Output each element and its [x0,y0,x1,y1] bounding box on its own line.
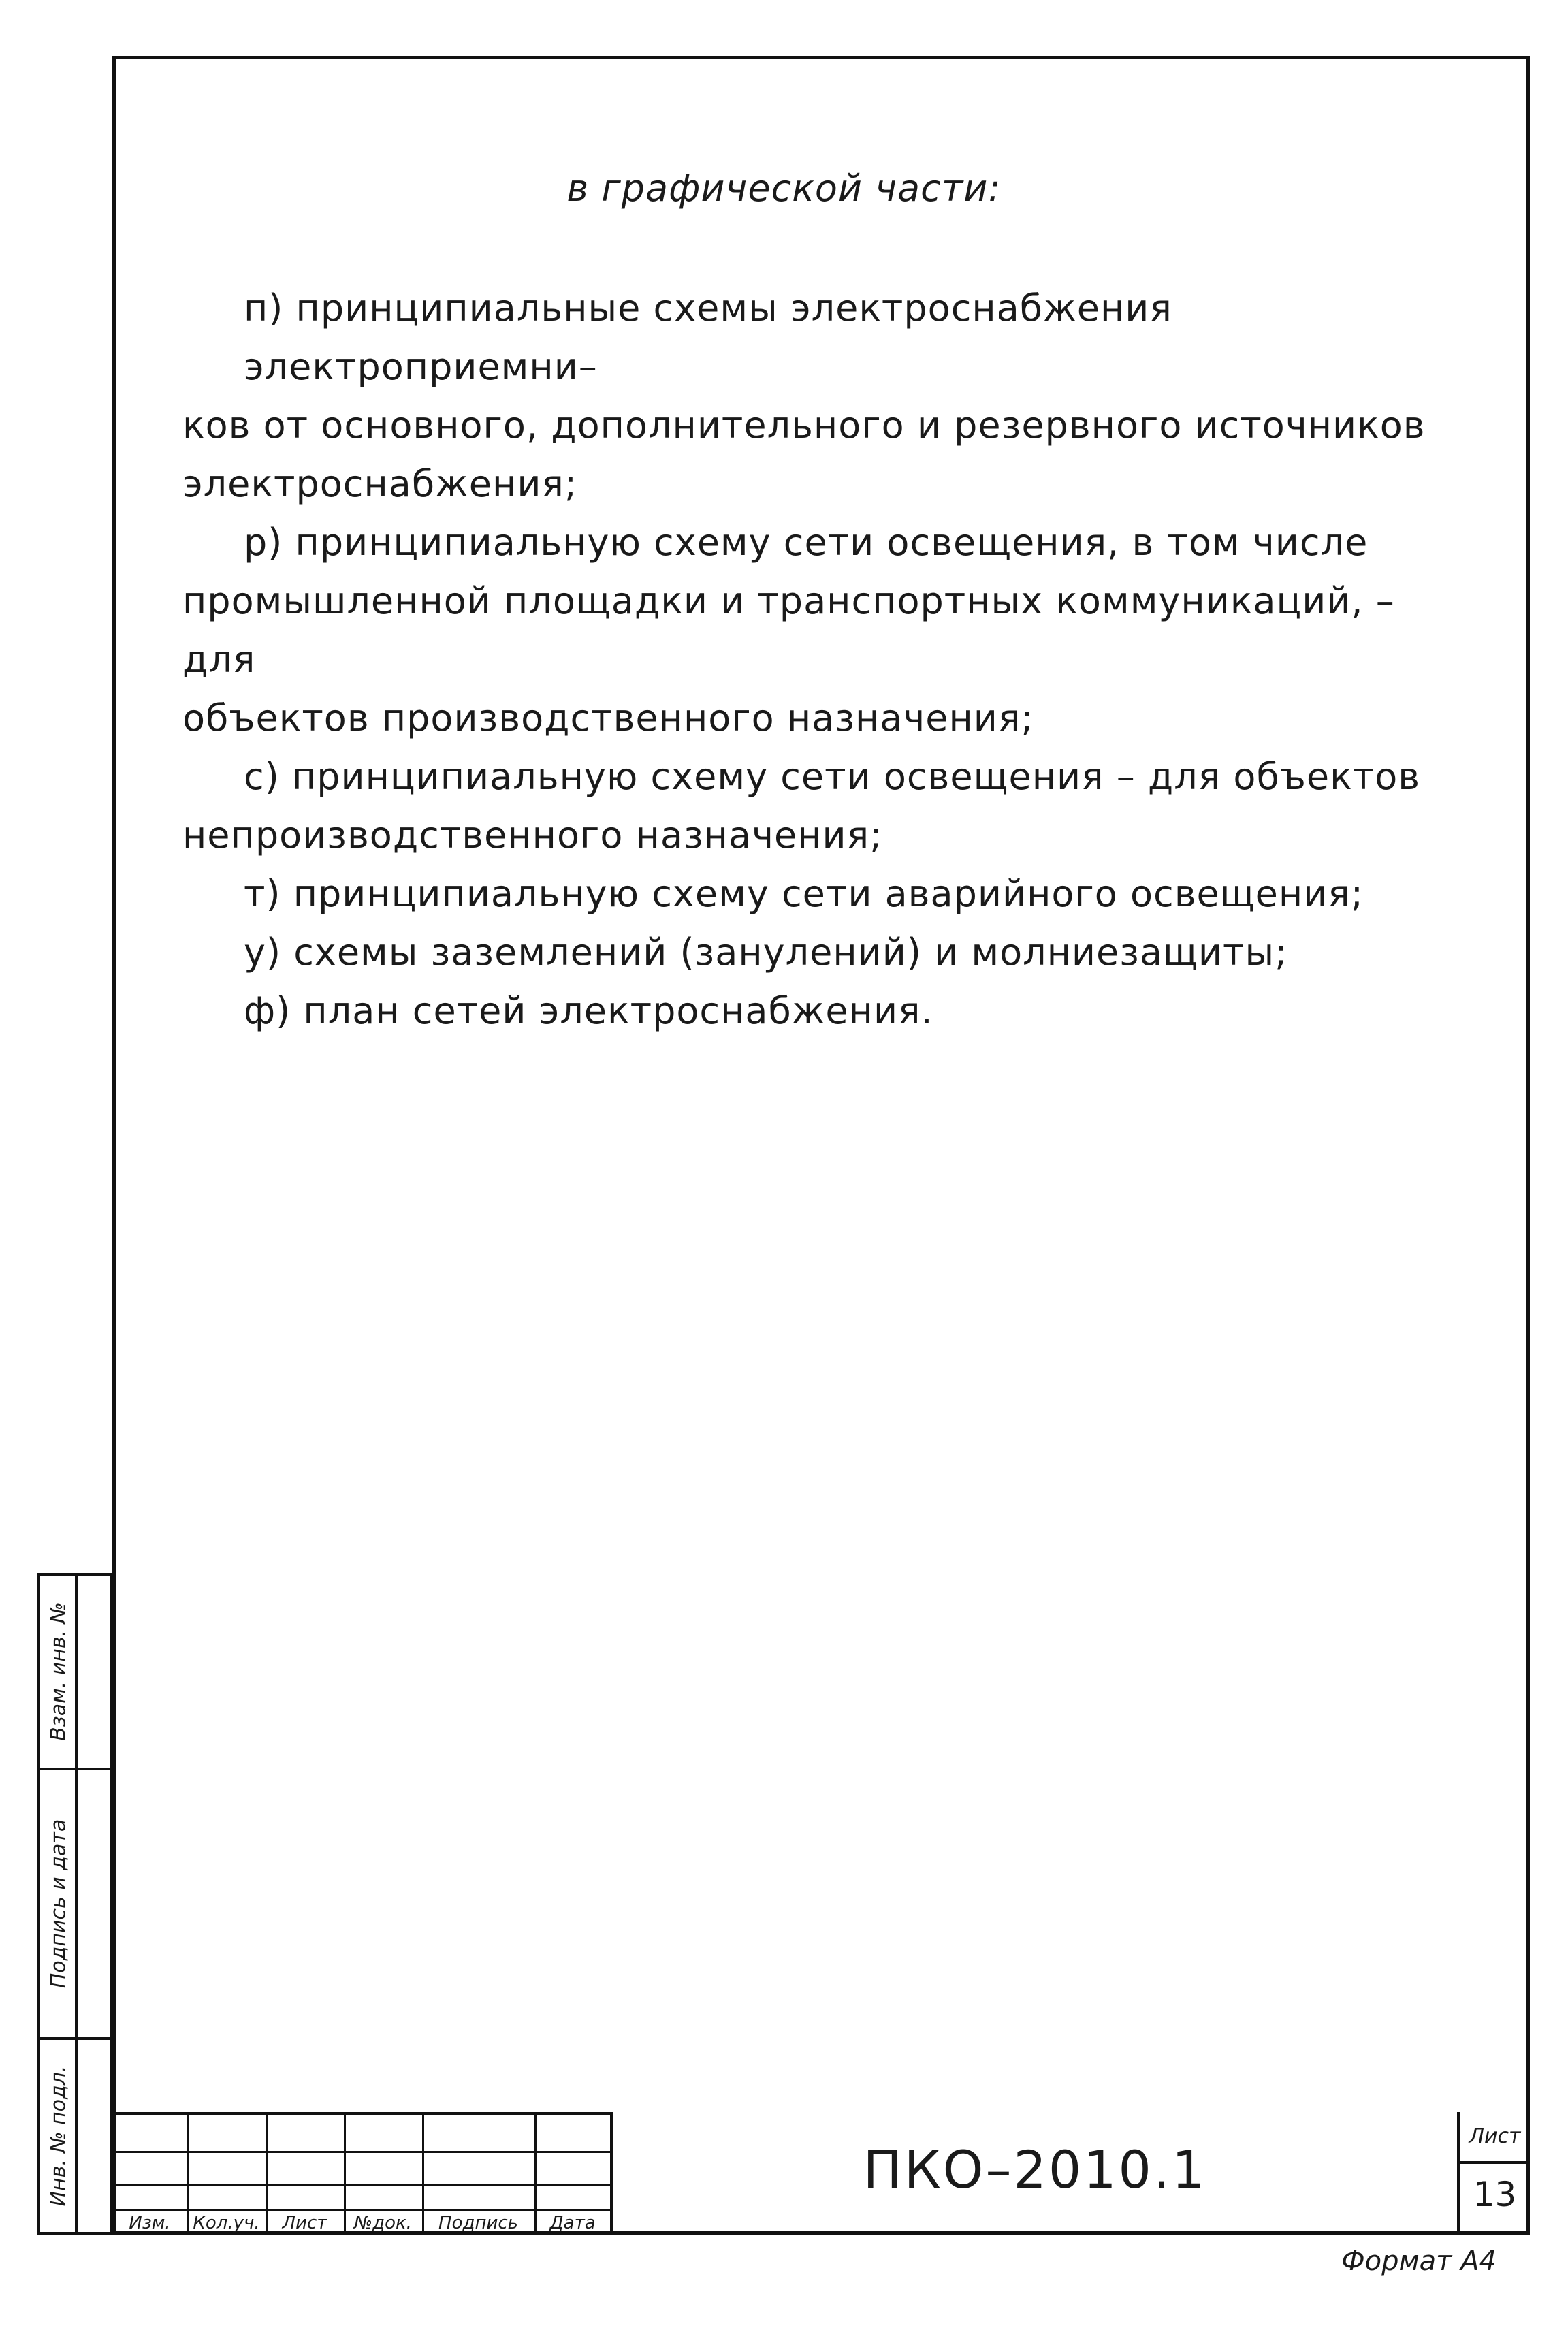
side-stamp-original-inv [37,2037,112,2235]
document-number: ПКО–2010.1 [863,2139,1207,2200]
sheet-box [1457,2112,1530,2235]
list-item-first-line: у) схемы заземлений (занулений) и молниезащиты; [244,931,1288,974]
list-item-first-line: ф) план сетей электроснабжения. [244,989,933,1032]
document-body [182,279,1476,1040]
list-item-first-line: р) принципиальную схему сети освещения, в том числе [244,521,1369,564]
col-list: Лист [282,2213,327,2233]
side-stamp-label: Взам. инв. № [46,1602,71,1741]
side-stamp-label: Подпись и дата [46,1819,71,1989]
revision-grid [112,2112,613,2235]
list-item-line: объектов производственного назначения; [182,697,1034,739]
side-stamp-signature-date [37,1768,112,2040]
section-heading: в графической части: [566,167,1002,210]
sheet-label: Лист [1469,2124,1521,2148]
side-stamp-label: Инв. № подл. [46,2065,71,2207]
col-kol-uch: Кол.уч. [193,2213,260,2233]
list-item-line: промышленной площадки и транспортных коммуникаций, – для [182,579,1395,681]
col-podpis: Подпись [438,2213,518,2233]
list-item-first-line: с) принципиальную схему сети освещения – для объектов [244,755,1421,798]
side-stamp-replacement-inv [37,1573,112,1770]
sheet-number: 13 [1473,2175,1517,2214]
title-block [112,2112,1530,2235]
revision-captions [112,2211,613,2235]
col-nom-dok: №док. [354,2213,412,2233]
list-item-line: ков от основного, дополнительного и резервного источников [182,404,1426,447]
list-item-line: непроизводственного назначения; [182,814,883,857]
list-item-first-line: т) принципиальную схему сети аварийного освещения; [244,872,1364,915]
col-izm: Изм. [129,2213,171,2233]
col-data: Дата [549,2213,596,2233]
list-item-first-line: п) принципиальные схемы электроснабжения электроприемни– [244,287,1172,388]
format-label: Формат А4 [1341,2246,1497,2277]
list-item-line: электроснабжения; [182,462,578,505]
